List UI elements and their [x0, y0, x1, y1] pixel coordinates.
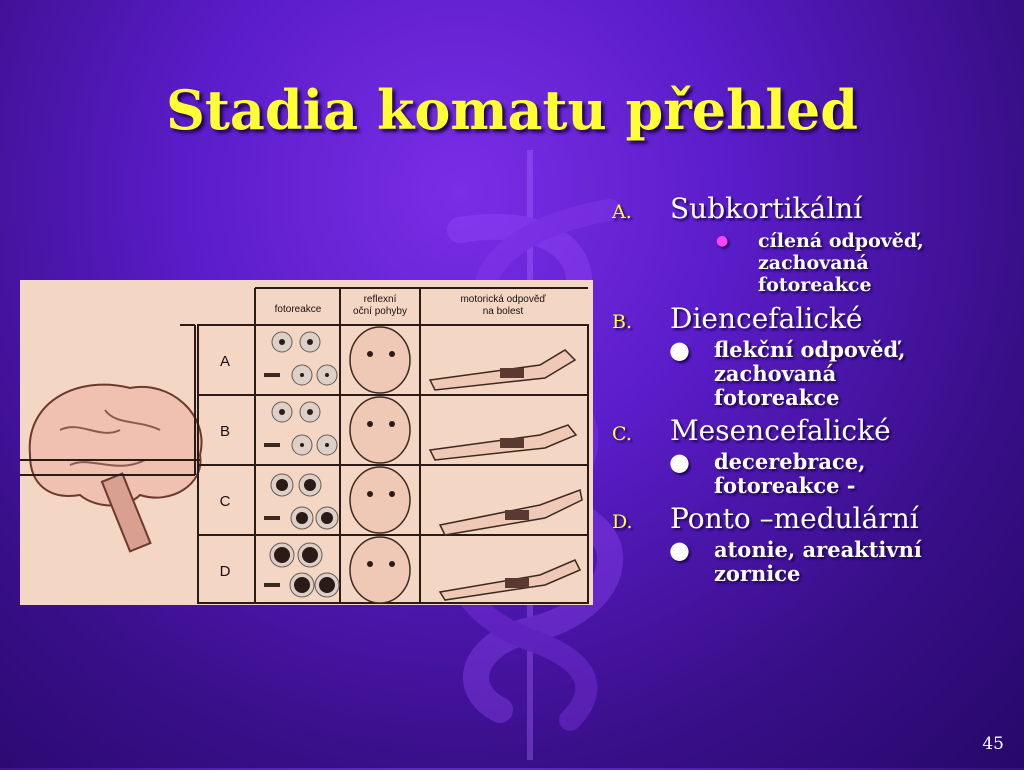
header-motoricka: motorická odpověď [460, 294, 546, 305]
header-ocni-pohyby: oční pohyby [353, 306, 407, 317]
row-label-c: C [219, 493, 231, 510]
sub-line: atonie, areaktivní [714, 537, 922, 562]
header-fotoreakce: fotoreakce [274, 304, 322, 315]
row-label-b: B [219, 423, 231, 440]
sub-item-a [612, 230, 1012, 296]
coma-stages-figure [20, 280, 593, 605]
header-reflexni: reflexní [363, 294, 397, 305]
sub-line: fotoreakce [714, 385, 840, 410]
row-label-a: A [219, 353, 231, 370]
page-number: 45 [982, 734, 1004, 754]
bullet-icon: ● [669, 535, 690, 564]
sub-line: zachovaná [714, 361, 837, 386]
sub-line: decerebrace, [714, 449, 866, 474]
sub-line: zornice [714, 561, 801, 586]
sub-item-d [612, 535, 1012, 586]
sub-line: flekční odpověď, [714, 337, 906, 362]
stages-list [612, 192, 1012, 586]
bullet-icon: ● [716, 233, 729, 249]
sub-line: fotoreakce - [714, 473, 856, 498]
sub-line: zachovaná [758, 252, 869, 274]
bullet-icon: ● [669, 447, 690, 476]
sub-line: cílená odpověď, [758, 230, 924, 252]
list-marker-c: C. [612, 423, 632, 445]
list-marker-d: D. [612, 511, 633, 533]
sub-item-b [612, 335, 1012, 410]
row-label-d: D [219, 563, 231, 580]
list-marker-a: A. [612, 201, 632, 223]
sub-item-c [612, 447, 1012, 498]
list-label-a: Subkortikální [670, 192, 863, 225]
bullet-icon: ● [669, 335, 690, 364]
list-marker-b: B. [612, 311, 633, 333]
list-label-c: Mesencefalické [670, 414, 891, 447]
list-label-b: Diencefalické [670, 302, 863, 335]
list-item-d [612, 502, 1012, 536]
list-item-c [612, 414, 1012, 448]
slide-title: Stadia komatu přehled [165, 78, 858, 142]
list-item-b [612, 302, 1012, 336]
header-na-bolest: na bolest [482, 306, 524, 317]
list-label-d: Ponto –medulární [670, 502, 919, 535]
sub-line: fotoreakce [758, 274, 872, 296]
list-item-a [612, 192, 1012, 226]
